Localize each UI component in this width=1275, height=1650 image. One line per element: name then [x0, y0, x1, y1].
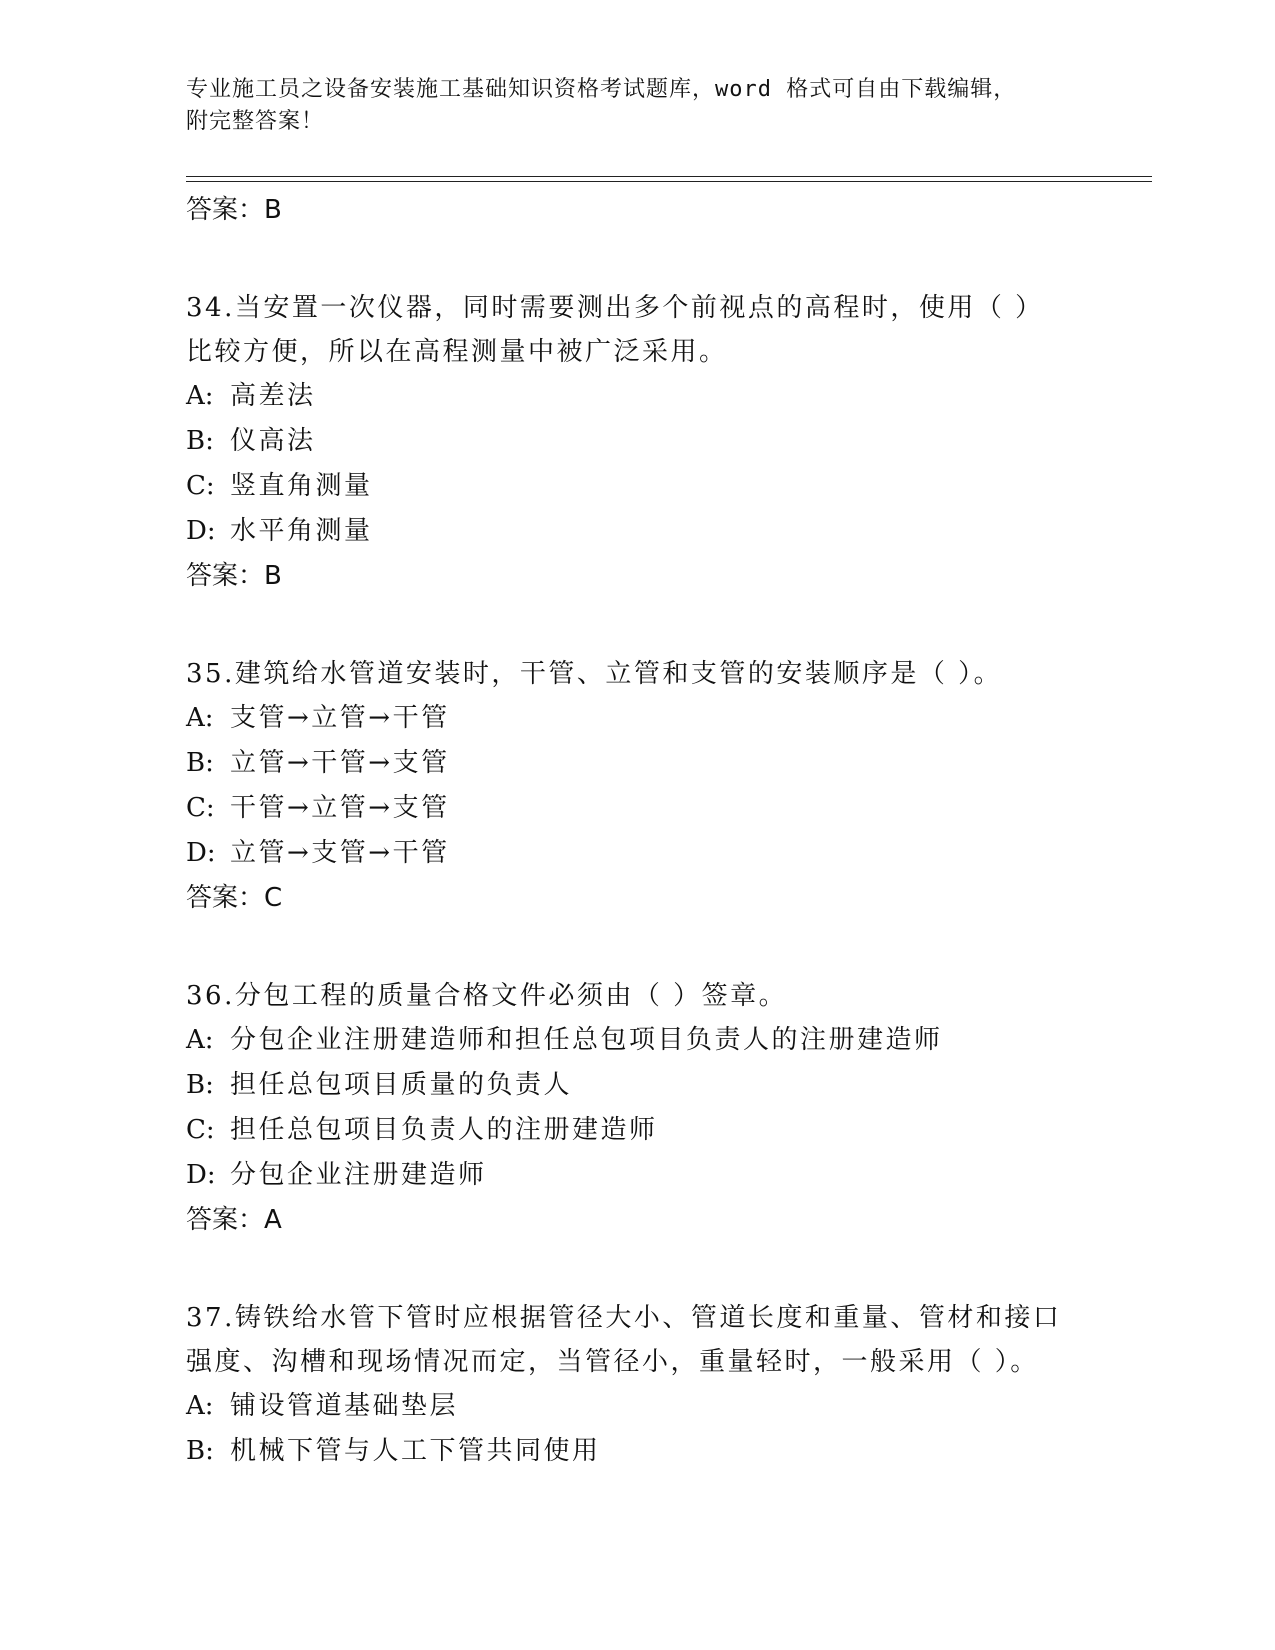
- option-text: 分包企业注册建造师和担任总包项目负责人的注册建造师: [230, 1025, 943, 1055]
- option-b: [186, 1429, 1126, 1474]
- option-text: 支管→立管→干管: [230, 703, 450, 733]
- option-key: B:: [186, 1436, 214, 1466]
- option-text: 高差法: [230, 381, 316, 411]
- question-block: [186, 652, 1126, 918]
- question-block: [186, 1296, 1126, 1474]
- question-list: [186, 190, 1126, 1474]
- answer-line: 答案：A: [186, 1205, 282, 1235]
- option-key: C:: [186, 793, 215, 823]
- header-line-1: 专业施工员之设备安装施工基础知识资格考试题库，word 格式可自由下载编辑，: [186, 77, 1017, 102]
- option-d: [186, 509, 1126, 554]
- option-key: D:: [186, 516, 216, 546]
- option-key: B:: [186, 1070, 214, 1100]
- option-d: [186, 1153, 1126, 1198]
- option-a: [186, 1384, 1126, 1429]
- option-key: B:: [186, 426, 214, 456]
- question-text: [186, 1296, 1126, 1384]
- question-line: 34.当安置一次仪器，同时需要测出多个前视点的高程时，使用（ ）: [186, 293, 1044, 323]
- header-divider-bottom: [186, 181, 1152, 182]
- header-divider-top: [186, 176, 1152, 177]
- option-b: [186, 1063, 1126, 1108]
- option-text: 干管→立管→支管: [230, 793, 450, 823]
- option-key: D:: [186, 838, 216, 868]
- option-text: 担任总包项目负责人的注册建造师: [230, 1115, 658, 1145]
- answer-line: 答案：B: [186, 195, 282, 225]
- question-line: 35.建筑给水管道安装时，干管、立管和支管的安装顺序是（ ）。: [186, 659, 1003, 689]
- option-text: 分包企业注册建造师: [230, 1160, 487, 1190]
- option-c: [186, 786, 1126, 831]
- question-block: [186, 974, 1126, 1240]
- question-text: [186, 974, 1126, 1018]
- option-b: [186, 419, 1126, 464]
- option-a: [186, 374, 1126, 419]
- option-key: C:: [186, 1115, 215, 1145]
- option-a: [186, 696, 1126, 741]
- option-a: [186, 1018, 1126, 1063]
- option-key: A:: [186, 703, 214, 733]
- option-key: C:: [186, 471, 215, 501]
- answer-line: 答案：B: [186, 561, 282, 591]
- option-text: 竖直角测量: [230, 471, 373, 501]
- header-line-2: 附完整答案！: [186, 109, 325, 134]
- option-key: A:: [186, 381, 214, 411]
- option-text: 立管→支管→干管: [230, 838, 450, 868]
- question-line: 36.分包工程的质量合格文件必须由（ ）签章。: [186, 981, 788, 1011]
- option-text: 担任总包项目质量的负责人: [230, 1070, 573, 1100]
- option-c: [186, 1108, 1126, 1153]
- option-text: 立管→干管→支管: [230, 748, 450, 778]
- document-header: [186, 74, 1086, 138]
- option-text: 机械下管与人工下管共同使用: [230, 1436, 601, 1466]
- option-key: A:: [186, 1391, 214, 1421]
- option-text: 水平角测量: [230, 516, 373, 546]
- question-line: 强度、沟槽和现场情况而定，当管径小，重量轻时，一般采用（ ）。: [186, 1347, 1039, 1377]
- question-text: [186, 286, 1126, 374]
- option-key: B:: [186, 748, 214, 778]
- question-line: 37.铸铁给水管下管时应根据管径大小、管道长度和重量、管材和接口: [186, 1303, 1062, 1333]
- option-d: [186, 831, 1126, 876]
- option-key: D:: [186, 1160, 216, 1190]
- question-text: [186, 652, 1126, 696]
- option-key: A:: [186, 1025, 214, 1055]
- option-text: 仪高法: [230, 426, 316, 456]
- option-text: 铺设管道基础垫层: [230, 1391, 459, 1421]
- option-b: [186, 741, 1126, 786]
- option-c: [186, 464, 1126, 509]
- answer-line: 答案：C: [186, 883, 283, 913]
- question-line: 比较方便，所以在高程测量中被广泛采用。: [186, 337, 728, 367]
- question-block: [186, 286, 1126, 596]
